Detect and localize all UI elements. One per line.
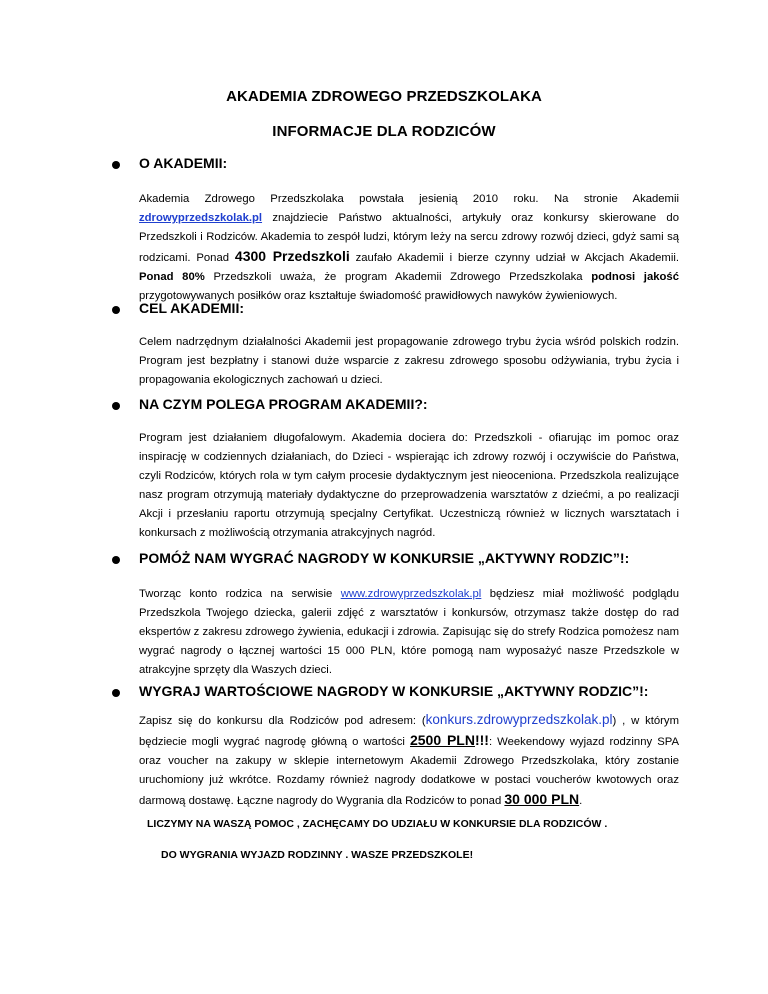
text-run: Tworząc konto rodzica na serwisie	[139, 588, 341, 600]
bullet-icon	[112, 306, 120, 314]
zdrowyprzedszkolak-link[interactable]: zdrowyprzedszkolak.pl	[139, 212, 263, 224]
highlight-jakosc: podnosi jakość	[591, 271, 679, 283]
document-subtitle: INFORMACJE DLA RODZICÓW	[272, 123, 496, 140]
section-heading-program: NA CZYM POLEGA PROGRAM AKADEMII?:	[139, 396, 428, 412]
section-text-pomoz	[139, 585, 679, 680]
closing-line-1: LICZYMY NA WASZĄ POMOC , ZACHĘCAMY DO UDZIAŁU W KONKURSIE DLA RODZICÓW .	[147, 818, 608, 830]
highlight-2500: 2500 PLN	[409, 732, 475, 748]
text-run: Przedszkoli uważa, że program Akademii Zdrowego Przedszkolaka	[204, 271, 592, 283]
text-run: znajdziecie Państwo aktualności, artykuły oraz konkursy skierowane do Przedszkoli i Rodziców. Akademia to zespół ludzi, którym leży na sercu zdrowy rozwój dzieci, gdyż sami są rodzicami. Ponad	[139, 212, 679, 264]
closing-line-2: DO WYGRANIA WYJAZD RODZINNY . WASZE PRZEDSZKOLE!	[161, 849, 474, 861]
www-zdrowyprzedszkolak-link[interactable]: www.zdrowyprzedszkolak.pl	[340, 588, 482, 600]
document-title: AKADEMIA ZDROWEGO PRZEDSZKOLAKA	[226, 88, 542, 105]
section-text-wygraj	[139, 710, 679, 811]
bullet-icon	[112, 556, 120, 564]
konkurs-link[interactable]: konkurs.zdrowyprzedszkolak.pl	[425, 712, 613, 727]
bullet-icon	[112, 402, 120, 410]
text-run: : Weekendowy wyjazd rodzinny SPA oraz voucher na zakupy w sklepie internetowym Akademii Zdrowego Przedszkolaka, który zostanie uruchomiony już wkrótce. Rozdamy również nagrody dodatkowe w postaci voucherów kwotowych oraz darmową dostawę. Łączne nagrody do Wygrania dla Rodziców to ponad	[139, 736, 679, 807]
text-run: Zapisz się do konkursu dla Rodziców pod adresem: (	[139, 715, 426, 727]
section-heading-cel: CEL AKADEMII:	[139, 300, 244, 316]
section-heading-wygraj: WYGRAJ WARTOŚCIOWE NAGRODY W KONKURSIE „AKTYWNY RODZIC”!:	[139, 683, 649, 699]
text-run: będziesz miał możliwość podglądu Przedszkola Twojego dziecka, galerii zdjęć z warsztatów i konkursów, otrzymasz także dostęp do rad ekspertów z zakresu zdrowego żywienia, edukacji i zdrowia. Zapisując się do strefy Rodzica pomożesz nam wygrać nagrody o łącznej wartości 15 000 PLN, które pomogą nam wyposażyć nasze Przedszkole w atrakcyjne sprzęty dla Waszych dzieci.	[139, 588, 679, 676]
section-text-program: Program jest działaniem długofalowym. Akademia dociera do: Przedszkoli - ofiarując im pomoc oraz inspirację w codziennych działaniach, do Dzieci - wspierając ich zdrowy rozwój i oczywiście do Państwa, czyli Rodziców, których rola w tym całym procesie dydaktycznym jest nieoceniona. Przedszkola realizujące nasz program otrzymują materiały dydaktyczne do przeprowadzenia warsztatów z dziećmi, a po realizacji Akcji i przesłaniu raportu otrzymują specjalny Certyfikat. Uczestniczą również w licznych warsztatach i konkursach z możliwością otrzymania atrakcyjnych nagród.	[139, 432, 679, 539]
bullet-icon	[112, 161, 120, 169]
bullet-icon	[112, 689, 120, 697]
section-text-cel: Celem nadrzędnym działalności Akademii jest propagowanie zdrowego trybu życia wśród polskich rodzin. Program jest bezpłatny i stanowi duże wsparcie z zakresu zdrowego sposobu odżywiania, trybu życia i propagowania ekologicznych zachowań u dzieci.	[139, 336, 679, 386]
highlight-exclaim: !!!	[474, 732, 489, 748]
text-run: zaufało Akademii i bierze czynny udział w Akcjach Akademii.	[349, 252, 679, 264]
section-text-o-akademii	[139, 190, 679, 306]
text-run: przygotowywanych posiłków oraz kształtuje świadomość prawidłowych nawyków żywieniowych.	[139, 290, 618, 302]
highlight-30000: 30 000 PLN	[504, 791, 580, 807]
text-run: .	[579, 795, 583, 807]
highlight-4300: 4300 Przedszkoli	[234, 248, 350, 264]
text-run: ) , w którym będziecie mogli wygrać nagrodę główną o wartości	[139, 715, 679, 748]
section-heading-o-akademii: O AKADEMII:	[139, 155, 228, 171]
text-run: Akademia Zdrowego Przedszkolaka powstała jesienią 2010 roku. Na stronie Akademii	[139, 193, 679, 205]
highlight-80-percent: Ponad 80%	[139, 271, 205, 283]
section-heading-pomoz: POMÓŻ NAM WYGRAĆ NAGRODY W KONKURSIE „AKTYWNY RODZIC”!:	[139, 550, 630, 566]
